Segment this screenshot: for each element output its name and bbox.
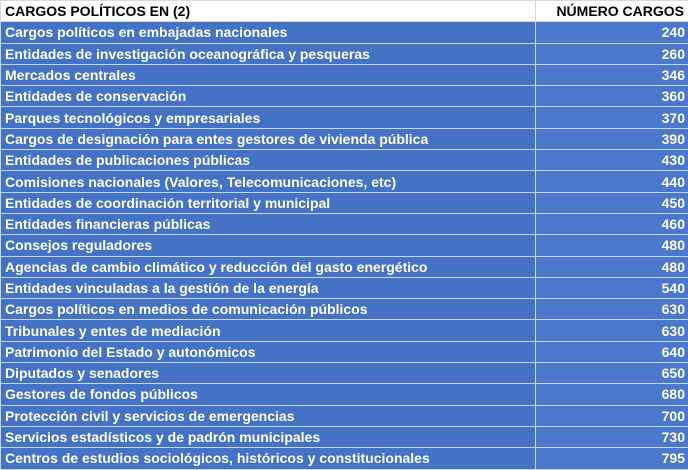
table-row: [1, 171, 688, 192]
table-row: [1, 363, 688, 384]
cargo-count-cell[interactable]: 650: [536, 363, 688, 384]
cargo-name-cell[interactable]: Diputados y senadores: [1, 363, 536, 384]
table-row: [1, 107, 688, 128]
cargo-count-cell[interactable]: 430: [536, 150, 688, 171]
cargo-name-cell[interactable]: Cargos políticos en medios de comunicación públicos: [1, 299, 536, 320]
cargo-count-cell[interactable]: 480: [536, 235, 688, 256]
cargo-count-cell[interactable]: 630: [536, 320, 688, 341]
cargo-count-cell[interactable]: 260: [536, 43, 688, 64]
cargo-count-cell[interactable]: 480: [536, 256, 688, 277]
cargo-name-cell[interactable]: Cargos de designación para entes gestores de vivienda pública: [1, 128, 536, 149]
cargo-name-cell[interactable]: Centros de estudios sociológicos, históricos y constitucionales: [1, 448, 536, 469]
table-row: [1, 277, 688, 298]
cargo-count-cell[interactable]: 450: [536, 192, 688, 213]
table-row: [1, 235, 688, 256]
table-row: [1, 213, 688, 234]
table-row: [1, 256, 688, 277]
cargo-name-cell[interactable]: Entidades de conservación: [1, 86, 536, 107]
cargo-count-cell[interactable]: 460: [536, 213, 688, 234]
cargo-name-cell[interactable]: Entidades vinculadas a la gestión de la energía: [1, 277, 536, 298]
cargo-name-cell[interactable]: Cargos políticos en embajadas nacionales: [1, 22, 536, 43]
cargo-count-cell[interactable]: 390: [536, 128, 688, 149]
table-row: [1, 64, 688, 85]
table-row: [1, 43, 688, 64]
cargo-name-cell[interactable]: Consejos reguladores: [1, 235, 536, 256]
table-row: [1, 22, 688, 43]
cargo-count-cell[interactable]: 540: [536, 277, 688, 298]
cargo-count-cell[interactable]: 370: [536, 107, 688, 128]
cargo-name-cell[interactable]: Entidades de investigación oceanográfica y pesqueras: [1, 43, 536, 64]
cargo-name-cell[interactable]: Comisiones nacionales (Valores, Telecomunicaciones, etc): [1, 171, 536, 192]
cargo-name-cell[interactable]: Protección civil y servicios de emergencias: [1, 405, 536, 426]
cargo-name-cell[interactable]: Tribunales y entes de mediación: [1, 320, 536, 341]
table-body: [1, 22, 688, 469]
cargo-count-cell[interactable]: 640: [536, 341, 688, 362]
cargo-name-cell[interactable]: Parques tecnológicos y empresariales: [1, 107, 536, 128]
header-cargos-politicos[interactable]: CARGOS POLÍTICOS EN (2): [1, 1, 536, 22]
cargo-name-cell[interactable]: Servicios estadísticos y de padrón municipales: [1, 426, 536, 447]
cargo-count-cell[interactable]: 630: [536, 299, 688, 320]
table-row: [1, 192, 688, 213]
table-row: [1, 448, 688, 469]
table-row: [1, 341, 688, 362]
table-row: [1, 150, 688, 171]
header-row: [1, 1, 688, 22]
table-row: [1, 320, 688, 341]
header-numero-cargos[interactable]: NÚMERO CARGOS: [536, 1, 688, 22]
table-row: [1, 299, 688, 320]
cargo-count-cell[interactable]: 700: [536, 405, 688, 426]
table-row: [1, 86, 688, 107]
cargo-name-cell[interactable]: Entidades de publicaciones públicas: [1, 150, 536, 171]
cargo-name-cell[interactable]: Mercados centrales: [1, 64, 536, 85]
cargo-count-cell[interactable]: 795: [536, 448, 688, 469]
cargo-count-cell[interactable]: 680: [536, 384, 688, 405]
cargo-count-cell[interactable]: 240: [536, 22, 688, 43]
table-row: [1, 405, 688, 426]
table-row: [1, 426, 688, 447]
cargo-name-cell[interactable]: Entidades financieras públicas: [1, 213, 536, 234]
cargo-name-cell[interactable]: Agencias de cambio climático y reducción del gasto energético: [1, 256, 536, 277]
cargo-count-cell[interactable]: 730: [536, 426, 688, 447]
cargo-name-cell[interactable]: Entidades de coordinación territorial y municipal: [1, 192, 536, 213]
cargo-name-cell[interactable]: Patrimonio del Estado y autonómicos: [1, 341, 536, 362]
cargo-name-cell[interactable]: Gestores de fondos públicos: [1, 384, 536, 405]
cargo-count-cell[interactable]: 440: [536, 171, 688, 192]
table-row: [1, 128, 688, 149]
cargo-count-cell[interactable]: 360: [536, 86, 688, 107]
cargo-count-cell[interactable]: 346: [536, 64, 688, 85]
table-row: [1, 384, 688, 405]
